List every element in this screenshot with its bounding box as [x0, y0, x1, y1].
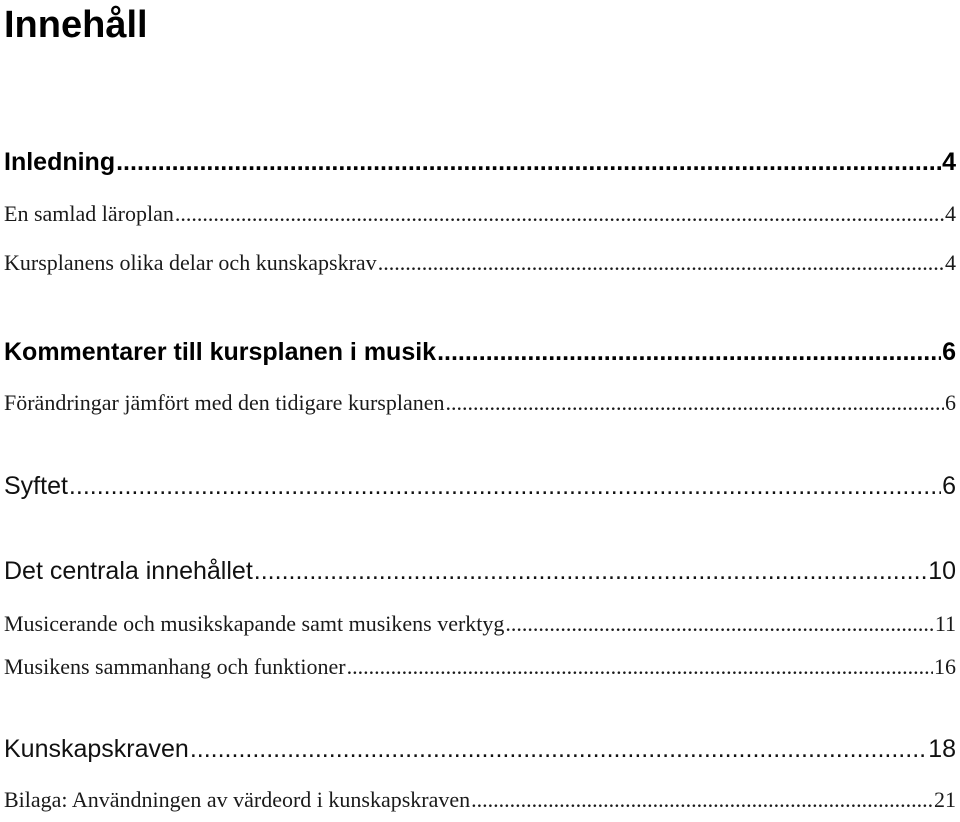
toc-entry-label: Musikens sammanhang och funktioner [4, 654, 346, 679]
toc-leader-dots [437, 335, 941, 369]
toc-entry-syftet[interactable] [4, 469, 956, 503]
toc-leader-dots [445, 388, 944, 418]
toc-entry-kunskapskraven[interactable] [4, 732, 956, 766]
toc-entry-label: Förändringar jämfört med den tidigare kursplanen [4, 390, 445, 415]
toc-page-number: 6 [945, 390, 956, 415]
toc-entry-musicerande[interactable] [4, 609, 956, 639]
toc-page-number: 4 [942, 148, 956, 176]
toc-page-number: 4 [945, 250, 956, 275]
toc-leader-dots [190, 732, 927, 766]
toc-entry-label: Kunskapskraven [4, 735, 189, 763]
toc-entry-forandringar[interactable] [4, 388, 956, 418]
toc-page-number: 11 [934, 611, 956, 636]
toc-leader-dots [69, 469, 941, 503]
toc-entry-en-samlad-laroplan[interactable] [4, 199, 956, 229]
toc-leader-dots [378, 248, 944, 278]
toc-page-number: 10 [928, 557, 956, 585]
toc-leader-dots [471, 785, 933, 815]
toc-entry-label: Inledning [4, 148, 116, 176]
toc-page-number: 6 [942, 338, 956, 366]
toc-entry-label: Kursplanens olika delar och kunskapskrav [4, 250, 377, 275]
toc-entry-kursplanens-delar[interactable] [4, 248, 956, 278]
toc-leader-dots [347, 652, 933, 682]
toc-entry-bilaga[interactable] [4, 785, 956, 815]
toc-leader-dots [505, 609, 933, 639]
toc-entry-centrala-innehallet[interactable] [4, 554, 956, 588]
toc-entry-label: Syftet [4, 472, 68, 500]
toc-entry-kommentarer[interactable] [4, 335, 956, 369]
toc-leader-dots [116, 145, 941, 179]
toc-entry-musikens-sammanhang[interactable] [4, 652, 956, 682]
toc-page-number: 18 [928, 735, 956, 763]
toc-entry-label: Musicerande och musikskapande samt musikens verktyg [4, 611, 505, 636]
toc-leader-dots [254, 554, 927, 588]
toc-page-number: 6 [942, 472, 956, 500]
toc-entry-inledning[interactable] [4, 145, 956, 179]
toc-page-number: 16 [934, 654, 956, 679]
toc-page-number: 4 [945, 201, 956, 226]
toc-entry-label: Kommentarer till kursplanen i musik [4, 338, 437, 366]
toc-leader-dots [175, 199, 944, 229]
toc-entry-label: Bilaga: Användningen av värdeord i kunskapskraven [4, 787, 471, 812]
toc-entry-label: Det centrala innehållet [4, 557, 253, 585]
page-title: Innehåll [4, 4, 148, 46]
toc-entry-label: En samlad läroplan [4, 201, 174, 226]
toc-page-number: 21 [934, 787, 956, 812]
